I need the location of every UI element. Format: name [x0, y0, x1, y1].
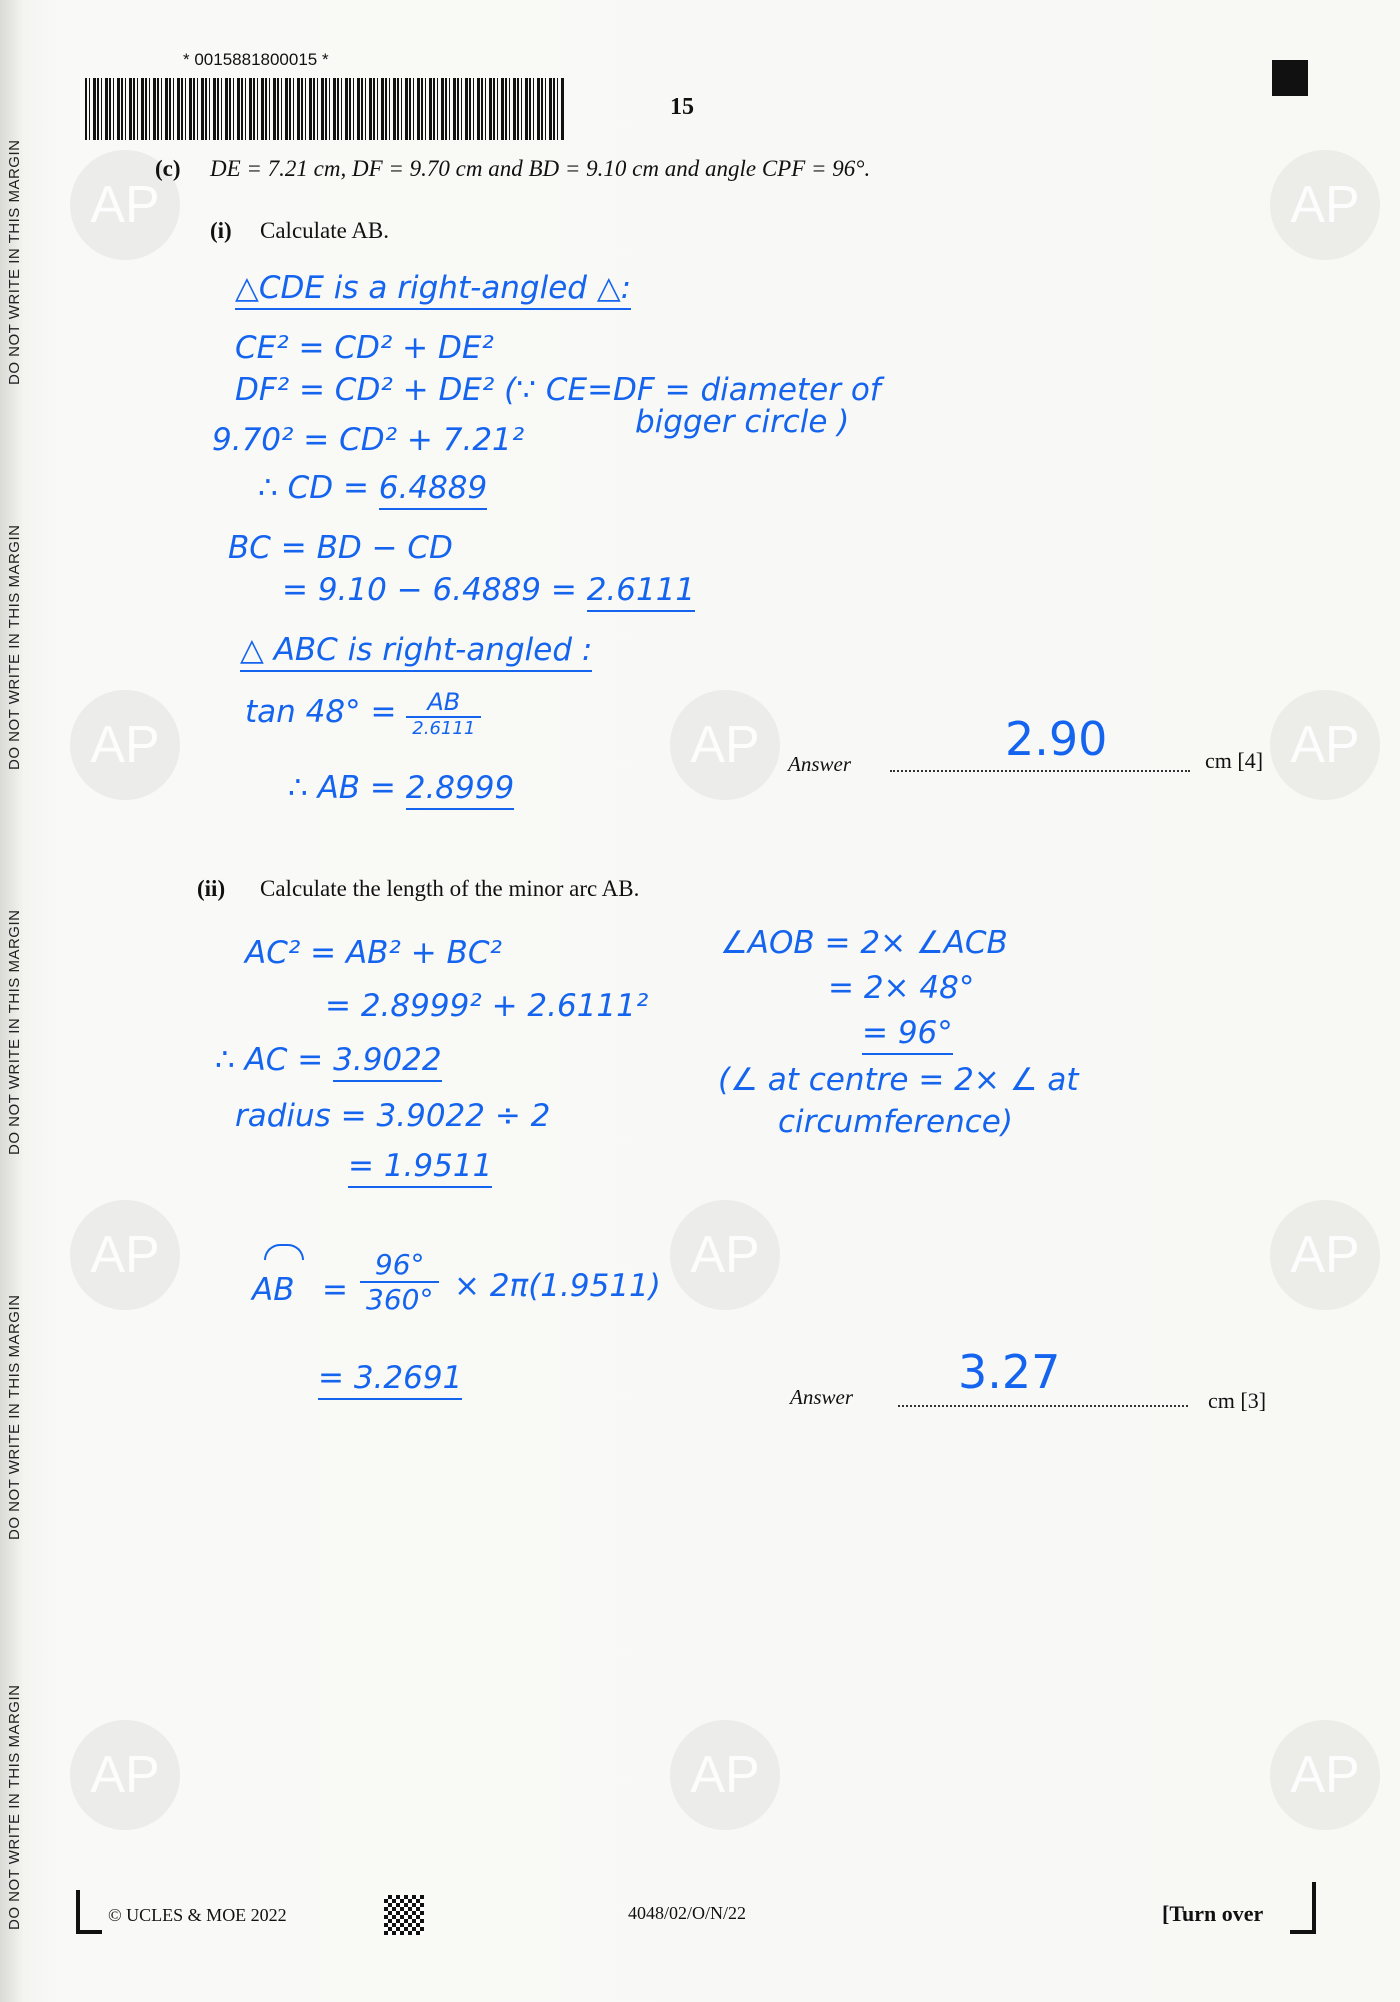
watermark-logo: AP [1270, 150, 1380, 260]
working-line: circumference) [778, 1104, 1013, 1140]
working-line: = 1.9511 [348, 1148, 492, 1188]
working-line: ∠AOB = 2× ∠ACB [720, 925, 1008, 961]
turn-over: [Turn over [1162, 1901, 1264, 1926]
watermark-logo: AP [670, 1200, 780, 1310]
watermark-logo: AP [70, 1200, 180, 1310]
working-line: (∠ at centre = 2× ∠ at [718, 1062, 1079, 1098]
watermark-logo: AP [670, 690, 780, 800]
working-line: AC² = AB² + BC² [245, 935, 502, 971]
working-line: = 2× 48° [828, 970, 975, 1006]
qr-code [384, 1895, 424, 1935]
answer-label: Answer [790, 1385, 853, 1409]
answer-unit: cm [4] [1205, 748, 1264, 773]
working-line: $\frac{96^\circ}{360^\circ}$ [360, 1248, 439, 1316]
watermark-logo: AP [70, 1720, 180, 1830]
working-line: △CDE is a right-angled △: [235, 270, 631, 310]
copyright: © UCLES & MOE 2022 [108, 1905, 287, 1925]
page-number: 15 [670, 94, 694, 120]
working-line: × 2π(1.9511) [454, 1268, 661, 1304]
part-c-text: DE = 7.21 cm, DF = 9.70 cm and BD = 9.10 cm and angle CPF = 96°. [210, 156, 871, 181]
margin-warning: DO NOT WRITE IN THIS MARGIN [6, 1294, 23, 1540]
watermark-logo: AP [1270, 1720, 1380, 1830]
working-line: DF² = CD² + DE² (∵ CE=DF = diameter of [235, 372, 881, 408]
registration-marker [1272, 60, 1308, 96]
working-line: △ ABC is right-angled : [240, 632, 592, 672]
corner-mark [1290, 1882, 1316, 1934]
working-line: 9.70² = CD² + 7.21² [212, 422, 525, 458]
working-line: BC = BD − CD [228, 530, 453, 566]
barcode [85, 78, 565, 140]
working-line: radius = 3.9022 ÷ 2 [235, 1098, 551, 1134]
working-line: ∴ AB = 2.8999 [288, 770, 514, 806]
answer-value: 2.90 [1005, 712, 1108, 766]
sub-i-label: (i) [210, 218, 232, 243]
working-line: = 96° [862, 1015, 953, 1055]
watermark-logo: AP [1270, 690, 1380, 800]
answer-value: 3.27 [958, 1345, 1061, 1399]
sub-ii-label: (ii) [197, 876, 226, 901]
arc-symbol [264, 1244, 304, 1260]
working-line: tan 48° = $\frac{AB}{2.6111}$ [245, 688, 481, 739]
working-line: bigger circle ) [635, 404, 850, 440]
watermark-logo: AP [70, 150, 180, 260]
sub-ii-text: Calculate the length of the minor arc AB. [260, 876, 640, 901]
margin-warning: DO NOT WRITE IN THIS MARGIN [6, 1684, 23, 1930]
barcode-number: * 0015881800015 * [183, 50, 329, 69]
watermark-logo: AP [1270, 1200, 1380, 1310]
watermark-logo: AP [70, 690, 180, 800]
working-line: = 3.2691 [318, 1360, 462, 1400]
margin-warning: DO NOT WRITE IN THIS MARGIN [6, 139, 23, 385]
watermark-logo: AP [670, 1720, 780, 1830]
working-line: = 2.8999² + 2.6111² [325, 988, 649, 1024]
margin-warning: DO NOT WRITE IN THIS MARGIN [6, 524, 23, 770]
working-line: = 9.10 − 6.4889 = 2.6111 [282, 572, 695, 608]
working-line: AB [252, 1272, 295, 1308]
answer-line [898, 1405, 1188, 1407]
working-line: ∴ CD = 6.4889 [258, 470, 487, 506]
answer-line [890, 770, 1190, 772]
answer-label: Answer [788, 752, 851, 776]
corner-mark [76, 1890, 102, 1934]
margin-warning: DO NOT WRITE IN THIS MARGIN [6, 909, 23, 1155]
part-c-label: (c) [155, 156, 181, 181]
working-line: CE² = CD² + DE² [235, 330, 494, 366]
sub-i-text: Calculate AB. [260, 218, 390, 243]
working-line: = [322, 1272, 348, 1308]
paper-code: 4048/02/O/N/22 [628, 1903, 747, 1923]
answer-unit: cm [3] [1208, 1388, 1267, 1413]
working-line: ∴ AC = 3.9022 [215, 1042, 442, 1078]
